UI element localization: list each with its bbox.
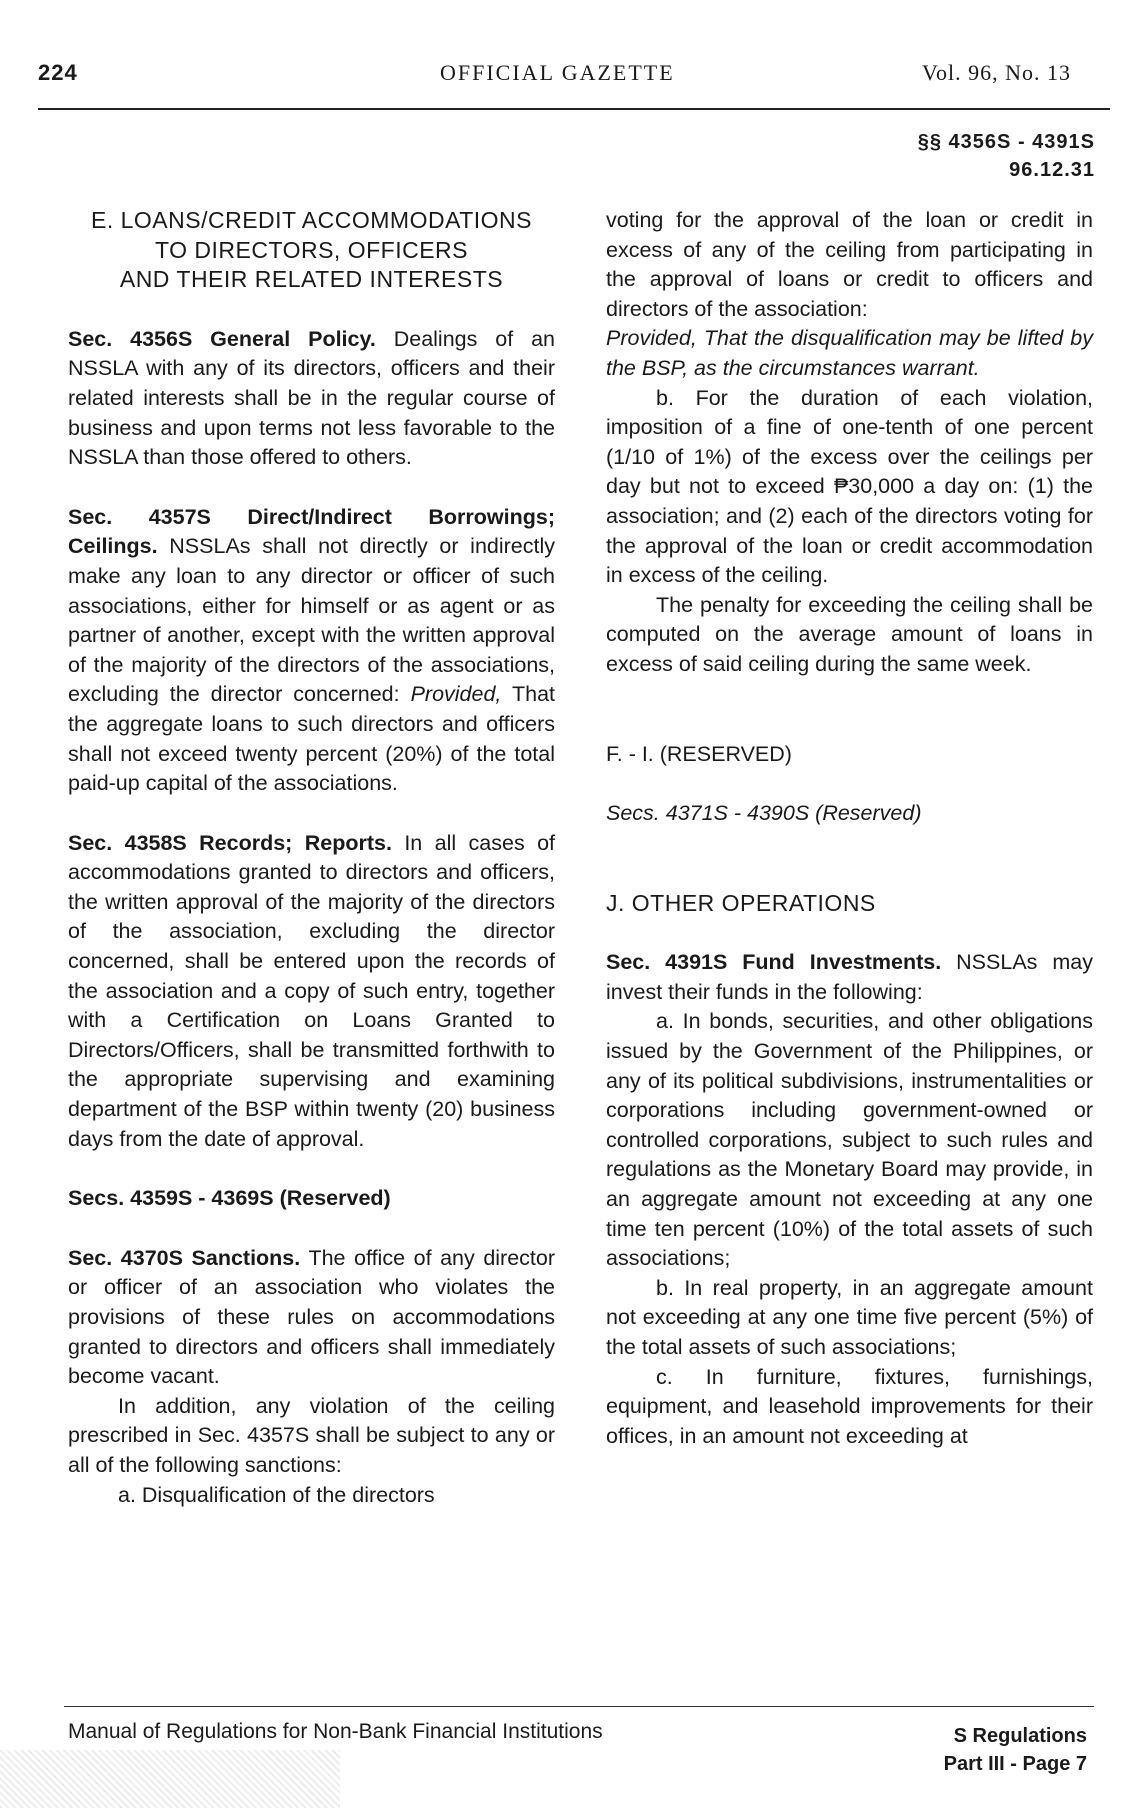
reserved-f-i: F. - I. (RESERVED) [606, 741, 792, 766]
section-4358s-body: In all cases of accommodations granted to directors and officers, the written approval of the majority of the directors of the association, excluding the director concerned, shall be entered upon the records of the association and a copy of such entry, together with a Certification on Loans Granted to Directors/Officers, shall be transmitted forthwith to the appropriate supervising and examining department of the BSP within twenty (20) business days from the date of approval. [68, 830, 555, 1151]
page-number: 224 [38, 60, 78, 85]
section-4356s-title: Sec. 4356S General Policy. [68, 326, 376, 351]
heading-e-line1: E. LOANS/CREDIT ACCOMMODATIONS [91, 207, 532, 233]
publication-title: OFFICIAL GAZETTE [440, 60, 675, 85]
penalty-note: The penalty for exceeding the ceiling shall be computed on the average amount of loans in excess of said ceiling during the same week. [606, 592, 1093, 676]
sanction-item-a: a. Disqualification of the directors [118, 1482, 435, 1507]
investment-item-b: b. In real property, in an aggregate amount not exceeding at any one time five percent (5%) of the total assets of such associations; [606, 1275, 1093, 1359]
heading-e-line3: AND THEIR RELATED INTERESTS [119, 266, 504, 293]
reserved-secs-4371s: Secs. 4371S - 4390S (Reserved) [606, 801, 922, 826]
provided-clause: Provided, [410, 682, 502, 707]
investment-item-a: a. In bonds, securities, and other obligations issued by the Government of the Philippines, or any of its political subdivisions, instrumentalities or corporations including government-owned or controlled corporations, subject to such rules and regulations as the Monetary Board may provide, in an aggregate amount not exceeding at any one time ten percent (10%) of the total assets of such associations; [606, 1009, 1093, 1271]
footer-manual-title: Manual of Regulations for Non-Bank Financial Institutions [68, 1720, 603, 1743]
section-4370s-title: Sec. 4370S Sanctions. [68, 1245, 301, 1270]
footer-part-label [944, 1722, 1087, 1778]
section-4357s-body-b: That the aggregate loans to such directors and officers shall not exceed twenty percent (20%) of the total paid-up capital of the associations. [68, 682, 556, 796]
footer-part-page: Part III - Page 7 [943, 1753, 1087, 1775]
section-4359s-reserved: Secs. 4359S - 4369S (Reserved) [68, 1186, 391, 1211]
section-4358s [68, 829, 555, 1155]
section-4357s [68, 503, 555, 799]
section-4358s-title: Sec. 4358S Records; Reports. [68, 830, 392, 855]
left-column [68, 206, 555, 1510]
section-4357s-body-a: NSSLAs shall not directly or indirectly make any loan to any director or officer of such associations, either for himself or as agent or as partner of another, except with the written approval of the majority of the directors of the associations, excluding the director concerned: [68, 534, 555, 707]
section-4391s-body: NSSLAs may invest their funds in the following: [606, 950, 1093, 1004]
section-4370s-body: The office of any director or officer of an association who violates the provisions of these rules on accommodations granted to directors and officers shall immediately become vacant. [68, 1245, 556, 1389]
volume-number: Vol. 96, No. 13 [922, 60, 1072, 85]
sanction-item-a-cont: voting for the approval of the loan or credit in excess of any of the ceiling from participating in the approval of loans or credit to officers and directors of the association: [606, 208, 1093, 321]
section-4391s [606, 948, 1093, 1007]
right-column [606, 206, 1093, 1451]
scan-artifact [0, 1750, 340, 1808]
heading-e-line2: TO DIRECTORS, OFFICERS [154, 236, 468, 263]
section-4357s-title: Sec. 4357S Direct/Indirect Borrowings; Ceilings. [68, 504, 555, 559]
footer-s-regulations: S Regulations [953, 1725, 1087, 1747]
section-4356s [68, 325, 555, 473]
heading-j: J. OTHER OPERATIONS [606, 889, 876, 916]
section-4391s-title: Sec. 4391S Fund Investments. [606, 950, 942, 975]
sanction-proviso: Provided, That the disqualification may be lifted by the BSP, as the circumstances warrant. [606, 326, 1093, 380]
section-4370s-para2: In addition, any violation of the ceiling prescribed in Sec. 4357S shall be subject to any or all of the following sanctions: [68, 1393, 555, 1477]
section-range: §§ 4356S - 4391S [917, 131, 1095, 153]
sanction-item-b: b. For the duration of each violation, imposition of a fine of one-tenth of one percent (1/10 of 1%) of the excess over the ceilings per day but not to exceed ₱30,000 a day on: (1) the association; and (2) each of the directors voting for the approval of the loan or credit accommodation in excess of the ceiling. [606, 385, 1093, 588]
section-date: 96.12.31 [1009, 159, 1095, 181]
header-divider [38, 108, 1110, 110]
section-4356s-body: Dealings of an NSSLA with any of its directors, officers and their related interests shall be in the regular course of business and upon terms not less favorable to the NSSLA than those offered to others. [68, 326, 555, 470]
investment-item-c: c. In furniture, fixtures, furnishings, equipment, and leasehold improvements for their offices, in an amount not exceeding at [606, 1364, 1093, 1448]
footer-divider [64, 1706, 1094, 1707]
section-4370s [68, 1244, 555, 1392]
heading-e [68, 206, 555, 295]
section-reference [918, 128, 1095, 184]
